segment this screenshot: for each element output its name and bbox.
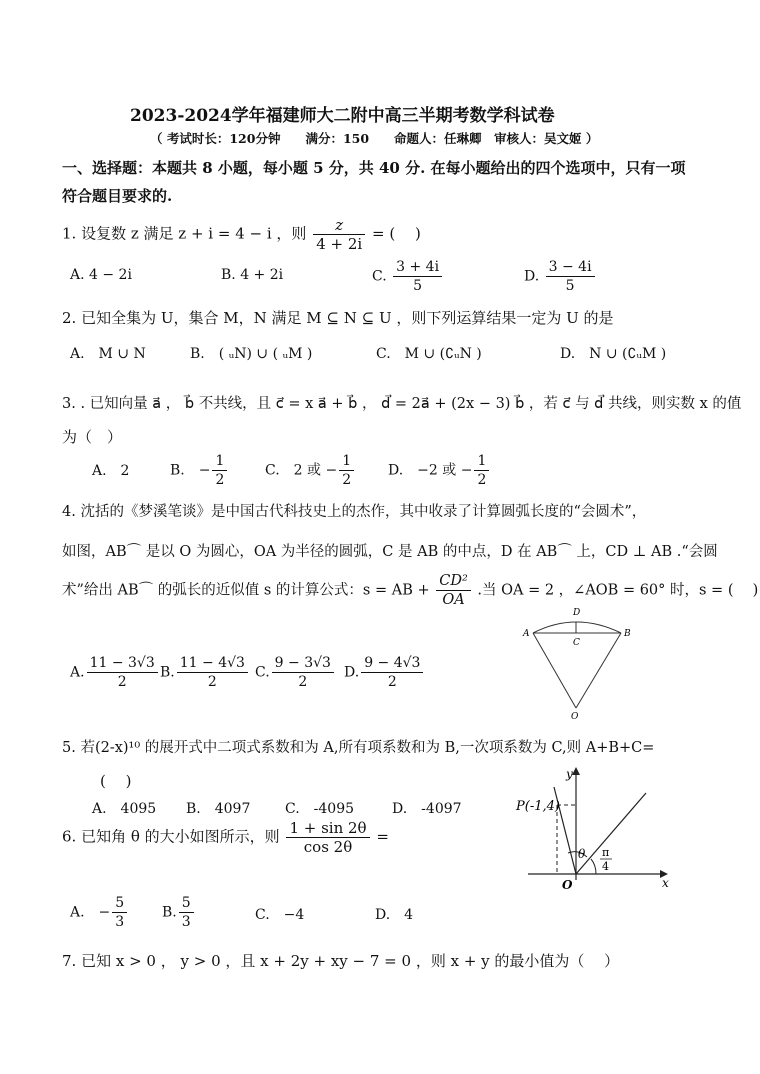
initial-ray <box>576 793 646 874</box>
label-x: x <box>662 876 669 890</box>
q4-option-d: D. $\frac{9 - 4√3}{2}$ <box>344 654 425 691</box>
question-1: 1. 设复数 z 满足 z + i = 4 − i ，则 $\frac{z}{4 + 2i}$ = ( ) <box>62 216 421 253</box>
q3-option-b: B. − $\frac{1}{2}$ <box>170 452 229 489</box>
question-4-line3: 术”给出 AB⌒ 的弧长的近似值 s 的计算公式：s = AB + $\frac{\text{CD²}}{OA}$ .当 OA = 2 ，∠AOB = 60° 时，s = ( ) <box>62 573 759 608</box>
question-2: 2. 已知全集为 U，集合 M，N 满足 M ⊆ N ⊆ U ，则下列运算结果一定为 U 的是 <box>62 309 614 327</box>
y-axis-arrow <box>572 767 580 775</box>
q1-option-c: C. $\frac{3 + 4i}{5}$ <box>372 258 444 295</box>
q1-option-a: A. 4 − 2i <box>70 267 132 283</box>
q1-option-b: B. 4 + 2i <box>221 267 284 283</box>
section-heading-cont: 符合题目要求的. <box>62 187 173 205</box>
q2-option-d: D. N ∪ (∁ᵤM ) <box>560 346 667 362</box>
label-b: B <box>624 629 631 639</box>
question-6: 6. 已知角 θ 的大小如图所示，则 $\frac{1 + \sin 2\theta}{\cos 2\theta}$ = <box>62 819 389 856</box>
label-o: O <box>562 878 573 890</box>
q6-option-a: A. − $\frac{5}{3}$ <box>70 894 129 931</box>
label-c: C <box>573 638 580 648</box>
label-p: P(-1,4) <box>516 799 560 814</box>
question-7: 7. 已知 x > 0 ， y > 0 ，且 x + 2y + xy − 7 = 0 ，则 x + y 的最小值为（ ） <box>62 952 620 970</box>
q6-option-d: D. 4 <box>375 907 414 923</box>
q4-option-a: A. $\frac{11 - 3√3}{2}$ <box>70 654 160 691</box>
q1-option-d: D. $\frac{3 - 4i}{5}$ <box>524 258 597 295</box>
label-y: y <box>566 767 573 781</box>
q4-option-b: B. $\frac{11 - 4√3}{2}$ <box>160 654 250 691</box>
q6-angle-figure <box>510 765 675 890</box>
q5-option-b: B. 4097 <box>186 801 251 817</box>
question-5: 5. 若(2-x)¹⁰ 的展开式中二项式系数和为 A,所有项系数和为 B,一次项系数为 C,则 A+B+C= <box>62 740 655 756</box>
q2-option-b: B. ( ᵤN) ∪ ( ᵤM ) <box>190 346 313 362</box>
q6-option-c: C. −4 <box>255 907 305 923</box>
arc-ab <box>533 622 621 633</box>
question-3-cont: 为（ ） <box>62 428 123 446</box>
q2-option-c: C. M ∪ (∁ᵤN ) <box>376 346 482 362</box>
label-o: O <box>571 712 579 722</box>
q2-option-a: A. M ∪ N <box>70 346 146 362</box>
question-3: 3. . 已知向量 a⃗ ， b⃗ 不共线，且 c⃗ = x a⃗ + b⃗ ， d⃗ = 2a⃗ + (2x − 3) b⃗ ，若 c⃗ 与 d⃗ 共线，则实数 x 的值 <box>62 396 742 412</box>
question-4: 4. 沈括的《梦溪笔谈》是中国古代科技史上的杰作，其中收录了计算圆弧长度的“会圆术”， <box>62 504 647 520</box>
q5-paren: ( ) <box>100 772 132 790</box>
exam-title: 2023-2024学年福建师大二附中高三半期考数学科试卷 <box>130 106 555 126</box>
label-d: D <box>573 608 581 618</box>
label-theta: θ <box>578 847 586 861</box>
q3-option-c: C. 2 或 − $\frac{1}{2}$ <box>265 452 356 489</box>
q5-option-d: D. -4097 <box>392 801 462 817</box>
q5-option-c: C. -4095 <box>285 801 355 817</box>
q1-fraction: $\frac{z}{4 + 2i}$ <box>313 216 365 253</box>
q3-option-d: D. −2 或 − $\frac{1}{2}$ <box>388 452 491 489</box>
q3-option-a: A. 2 <box>92 463 130 479</box>
q1-stem: 1. 设复数 z 满足 z + i = 4 − i ，则 <box>62 224 307 243</box>
q4-option-c: C. $\frac{9 - 3√3}{2}$ <box>255 654 336 691</box>
q4-sector-figure <box>515 605 635 723</box>
radius-oa <box>533 633 576 708</box>
radius-ob <box>576 633 621 708</box>
exam-subtitle: （ 考试时长：120分钟 满分：150 命题人：任琳卿 审核人：吴文姬 ） <box>150 131 599 146</box>
q6-option-b: B. $\frac{5}{3}$ <box>162 894 196 931</box>
q5-option-a: A. 4095 <box>92 801 157 817</box>
label-pi: π <box>602 846 610 859</box>
label-a: A <box>523 629 530 639</box>
quarter-pi-arc <box>591 859 596 874</box>
label-four: 4 <box>602 860 609 873</box>
question-4-line2: 如图，AB⌒ 是以 O 为圆心，OA 为半径的圆弧，C 是 AB 的中点，D 在 AB⌒ 上，CD ⊥ AB .“会圆 <box>62 544 718 560</box>
section-heading: 一、选择题：本题共 8 小题，每小题 5 分，共 40 分. 在每小题给出的四个选项中，只有一项 <box>62 159 686 177</box>
